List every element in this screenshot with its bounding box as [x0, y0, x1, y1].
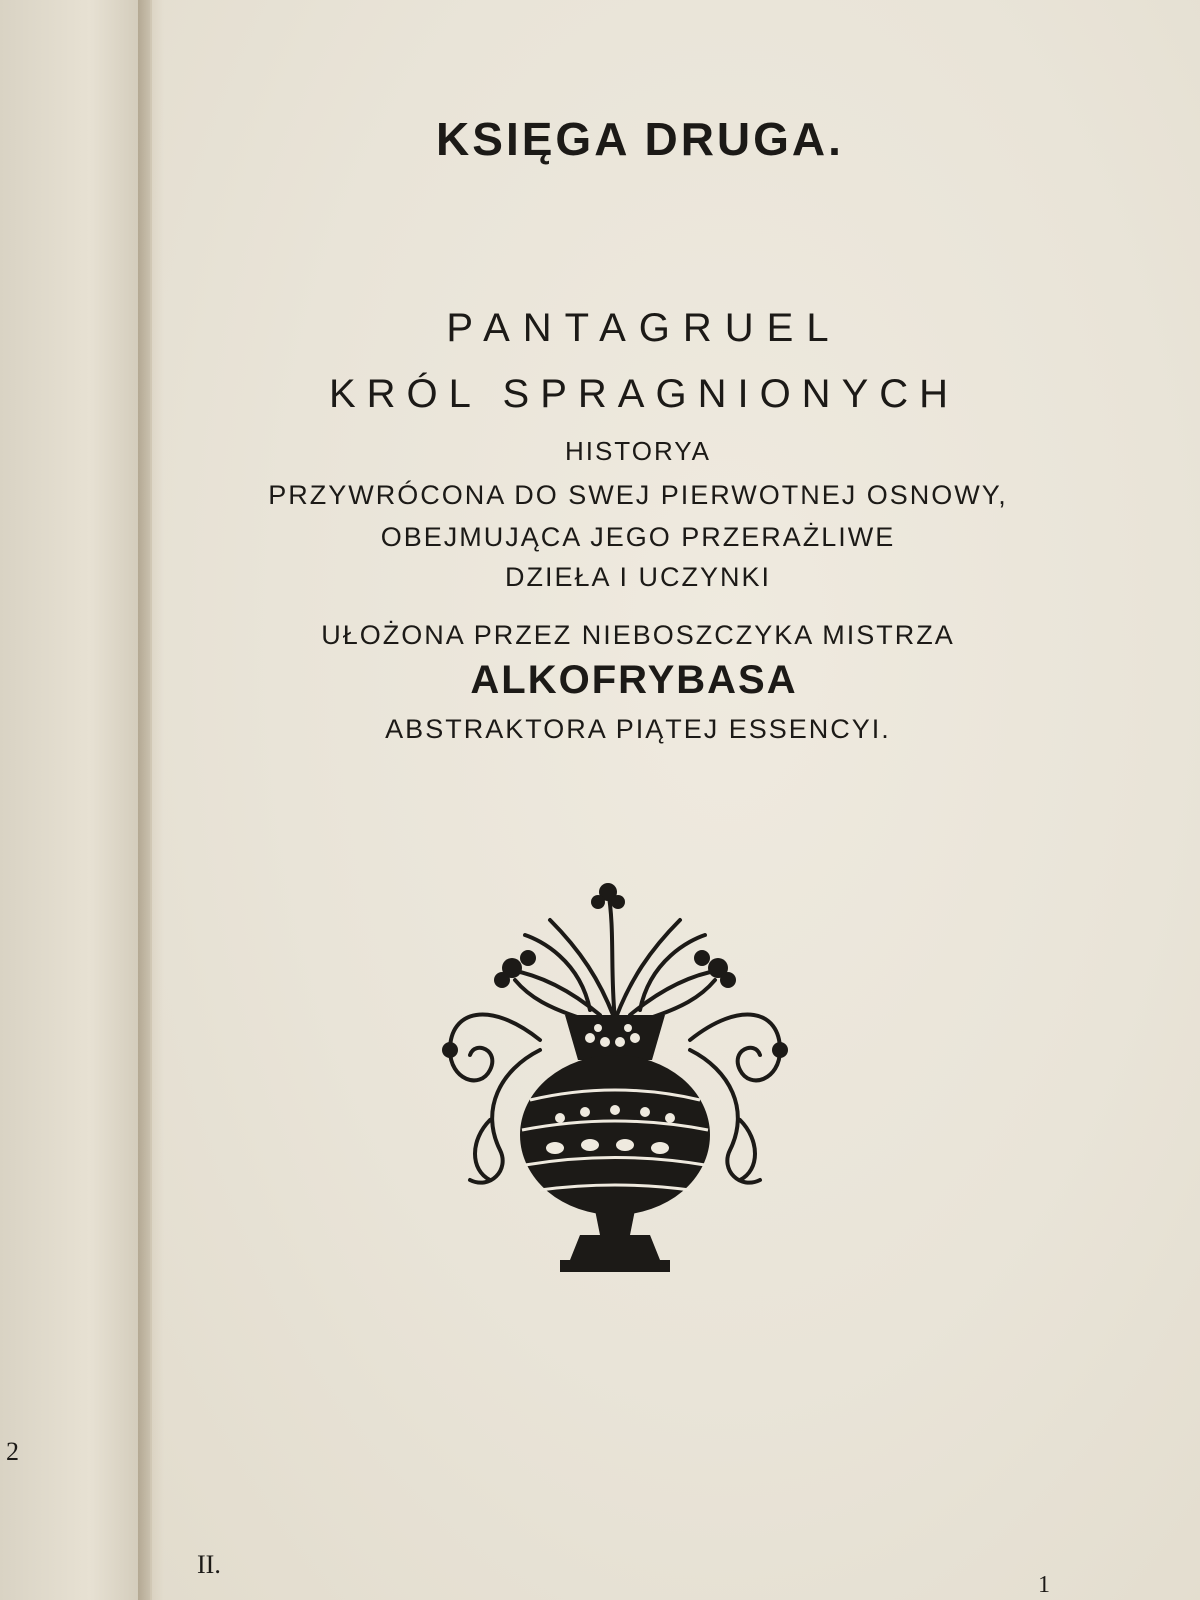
right-page-number: 1 — [1038, 1572, 1050, 1598]
book-heading: KSIĘGA DRUGA. — [436, 113, 844, 165]
subtitle-1: HISTORYA — [564, 436, 712, 466]
subtitle-4: DZIEŁA I UCZYNKI — [504, 562, 772, 592]
title-line-1: PANTAGRUEL — [446, 306, 842, 350]
vase-ornament-icon — [430, 880, 800, 1300]
subtitle-2: PRZYWRÓCONA DO SWEJ PIERWOTNEJ OSNOWY, — [268, 480, 1008, 510]
author-name: ALKOFRYBASA — [470, 658, 798, 702]
subtitle-3: OBEJMUJĄCA JEGO PRZERAŻLIWE — [380, 522, 896, 552]
book-gutter — [138, 0, 164, 1600]
signature-mark: II. — [197, 1550, 221, 1579]
composed-by-line: UŁOŻONA PRZEZ NIEBOSZCZYKA MISTRZA — [321, 620, 955, 650]
left-page-number: 2 — [6, 1437, 19, 1466]
right-page — [152, 0, 1200, 1600]
left-page — [0, 0, 150, 1600]
author-title: ABSTRAKTORA PIĄTEJ ESSENCYI. — [385, 714, 891, 744]
title-line-2: KRÓL SPRAGNIONYCH — [328, 372, 960, 416]
